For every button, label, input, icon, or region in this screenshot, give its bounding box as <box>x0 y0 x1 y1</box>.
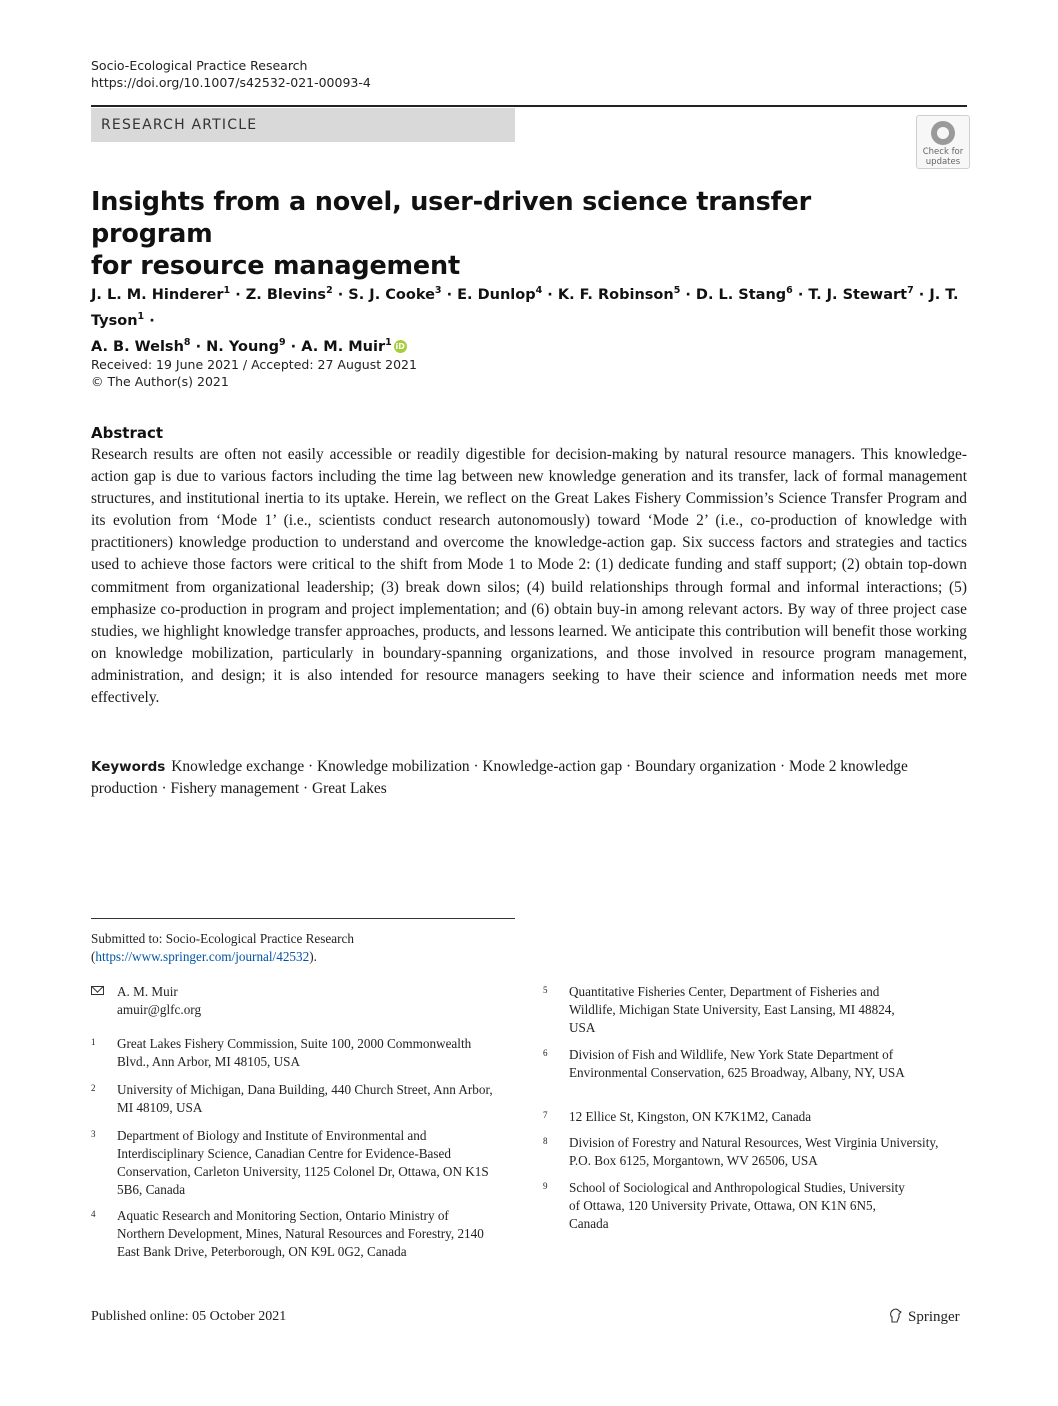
author-separator: · <box>441 286 458 303</box>
article-type-label: RESEARCH ARTICLE <box>101 117 258 133</box>
affiliation-3 <box>91 1127 511 1203</box>
affiliation-number: 2 <box>91 1083 96 1093</box>
published-date: Published online: 05 October 2021 <box>91 1309 287 1324</box>
affiliation-text: Department of Biology and Institute of Environmental and Interdisciplinary Science, Canadian Centre for Evidence-Based Conservation, Carleton University, 1125 Colonel Dr, Ottawa, ON K1S 5B6, Canada <box>117 1128 489 1197</box>
author-name[interactable]: A. M. Muir <box>301 338 386 355</box>
affiliation-text: Great Lakes Fishery Commission, Suite 100, 2000 Commonwealth Blvd., Ann Arbor, MI 48105, USA <box>117 1036 472 1069</box>
author-separator: · <box>680 286 696 303</box>
affiliation-number: 3 <box>91 1129 96 1139</box>
correspondence-name: A. M. Muir <box>117 984 178 999</box>
submitted-prefix: Submitted to: Socio-Ecological Practice Research ( <box>91 931 354 964</box>
correspondence <box>91 983 511 1023</box>
author-affiliation-marker: 1 <box>223 285 231 296</box>
journal-header <box>91 57 371 91</box>
article-title <box>91 186 891 282</box>
author-separator: · <box>285 338 302 355</box>
author-affiliation-marker: 7 <box>907 285 914 296</box>
author-affiliation-marker: 1 <box>385 336 392 348</box>
author-name[interactable]: T. J. Stewart <box>808 286 908 303</box>
affiliation-1 <box>91 1035 511 1075</box>
affiliation-number: 6 <box>543 1048 548 1058</box>
journal-name: Socio-Ecological Practice Research <box>91 58 308 73</box>
title-line-2: for resource management <box>91 251 460 281</box>
affiliation-text: 12 Ellice St, Kingston, ON K7K1M2, Canada <box>569 1109 812 1124</box>
check-for-updates-badge[interactable] <box>916 115 970 169</box>
affiliation-number: 4 <box>91 1209 96 1219</box>
affiliation-4 <box>91 1207 511 1283</box>
received-accepted-dates: Received: 19 June 2021 / Accepted: 27 August 2021 <box>91 357 417 372</box>
author-affiliation-marker: 5 <box>673 285 681 296</box>
affiliation-2 <box>91 1081 511 1121</box>
affiliation-6 <box>543 1046 967 1102</box>
affiliation-9 <box>543 1179 967 1235</box>
affiliation-5 <box>543 983 967 1039</box>
author-name[interactable]: K. F. Robinson <box>557 286 674 303</box>
author-separator: · <box>144 312 155 329</box>
author-name[interactable]: N. Young <box>206 338 279 355</box>
submitted-note <box>91 930 511 966</box>
author-affiliation-marker: 8 <box>183 336 191 348</box>
footnote-rule <box>91 918 515 919</box>
author-separator: · <box>792 286 809 303</box>
article-type-banner <box>91 108 515 142</box>
author-separator: · <box>913 286 930 303</box>
author-name[interactable]: J. T. Tyson <box>91 286 959 329</box>
author-affiliation-marker: 3 <box>434 285 442 296</box>
affiliation-number: 5 <box>543 985 548 995</box>
author-affiliation-marker: 2 <box>326 285 333 296</box>
affiliation-text: Division of Forestry and Natural Resources, West Virginia University, P.O. Box 6125, Morgantown, WV 26506, USA <box>569 1135 939 1168</box>
keywords-label: Keywords <box>91 759 166 775</box>
publisher-name: Springer <box>908 1309 960 1325</box>
copyright-notice: © The Author(s) 2021 <box>91 374 229 389</box>
author-separator: · <box>190 338 207 355</box>
journal-link[interactable]: https://www.springer.com/journal/42532 <box>95 949 310 964</box>
check-for-updates-icon <box>931 121 955 145</box>
affiliation-7 <box>543 1108 967 1128</box>
author-name[interactable]: E. Dunlop <box>457 286 536 303</box>
keywords-text: Knowledge exchange · Knowledge mobilization · Knowledge-action gap · Boundary organization · Mode 2 knowledge production · Fishery management · Great Lakes <box>91 758 908 797</box>
affiliation-text: Division of Fish and Wildlife, New York State Department of Environmental Conservation, 625 Broadway, Albany, NY, USA <box>569 1047 905 1080</box>
envelope-icon <box>91 986 104 995</box>
affiliation-number: 7 <box>543 1110 548 1120</box>
orcid-icon[interactable]: iD <box>395 342 405 352</box>
author-separator: · <box>542 286 558 303</box>
springer-horse-icon <box>889 1308 902 1323</box>
doi-link[interactable]: https://doi.org/10.1007/s42532-021-00093-4 <box>91 75 371 90</box>
correspondence-email[interactable]: amuir@glfc.org <box>117 1002 202 1017</box>
abstract-text: Research results are often not easily accessible or readily digestible for decision-making by natural resource managers. This knowledge-action gap is due to various factors including the time lag between new knowledge generation and its transfer, lack of formal management structures, and institutional inertia to its uptake. Herein, we reflect on the Great Lakes Fishery Commission’s Science Transfer Program and its evolution from ‘Mode 1’ (i.e., scientists conduct research autonomously) toward ‘Mode 2’ (i.e., co-production of knowledge with practitioners) knowledge production to understand and overcome the knowledge-action gap. Six success factors and strategies and tactics used to achieve those factors were critical to the shift from Mode 1 to Mode 2: (1) dedicate funding and staff support; (2) obtain top-down commitment from organizational leadership; (3) break down silos; (4) build relationships through formal and informal interactions; (5) emphasize co-production in program and project implementation; and (6) obtain buy-in among relevant actors. By way of three project case studies, we highlight knowledge transfer approaches, products, and lessons learned. We anticipate this contribution will benefit those working on knowledge mobilization, particularly in boundary-spanning organizations, and those involved in resource program management, administration, and design; it is also intended for resource managers seeking to have their science and information needs met more effectively. <box>91 446 967 707</box>
author-separator: · <box>230 286 246 303</box>
author-list <box>91 280 971 357</box>
springer-logo <box>889 1308 960 1326</box>
author-name[interactable]: J. L. M. Hinderer <box>91 286 224 303</box>
header-rule <box>91 105 967 107</box>
affiliation-number: 8 <box>543 1136 548 1146</box>
author-separator: · <box>332 286 349 303</box>
article-dates <box>91 356 417 390</box>
affiliation-8 <box>543 1134 967 1174</box>
check-updates-line2: updates <box>925 157 961 167</box>
author-name[interactable]: D. L. Stang <box>695 286 787 303</box>
author-name[interactable]: Z. Blevins <box>245 286 327 303</box>
author-affiliation-marker: 6 <box>786 285 793 296</box>
keywords-section <box>91 756 967 800</box>
affiliation-text: Aquatic Research and Monitoring Section, Ontario Ministry of Northern Development, Mines, Natural Resources and Forestry, 2140 East Bank Drive, Peterborough, ON K9L 0G2, Canada <box>117 1208 484 1259</box>
submitted-suffix: ). <box>309 949 317 964</box>
author-affiliation-marker: 1 <box>137 310 145 322</box>
author-name[interactable]: S. J. Cooke <box>348 286 435 303</box>
author-affiliation-marker: 4 <box>535 285 543 296</box>
author-name[interactable]: A. B. Welsh <box>91 338 184 355</box>
abstract-heading: Abstract <box>91 424 164 442</box>
affiliation-text: University of Michigan, Dana Building, 440 Church Street, Ann Arbor, MI 48109, USA <box>117 1082 493 1115</box>
affiliation-text: Quantitative Fisheries Center, Department of Fisheries and Wildlife, Michigan State University, East Lansing, MI 48824, USA <box>569 984 895 1035</box>
affiliation-number: 1 <box>91 1037 96 1047</box>
author-affiliation-marker: 9 <box>278 336 286 348</box>
title-line-1: Insights from a novel, user-driven science transfer program <box>91 187 811 249</box>
check-updates-line1: Check for <box>922 147 964 157</box>
affiliation-text: School of Sociological and Anthropological Studies, University of Ottawa, 120 University Private, Ottawa, ON K1N 6N5, Canada <box>569 1180 905 1231</box>
affiliation-number: 9 <box>543 1181 548 1191</box>
